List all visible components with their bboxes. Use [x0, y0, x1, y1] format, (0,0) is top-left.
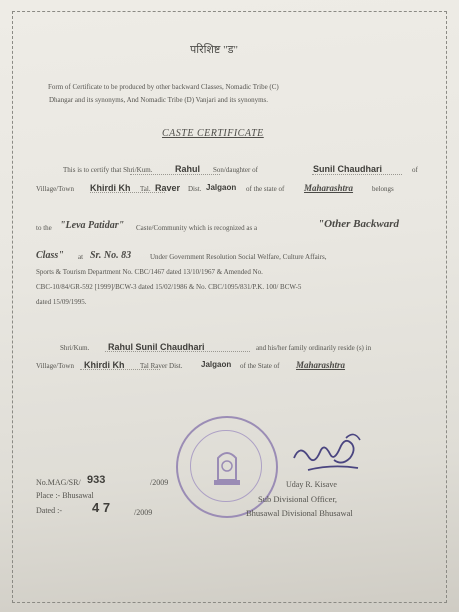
p1-to-the: to the	[36, 224, 52, 232]
outward-no-year: /2009	[150, 478, 169, 487]
state-name: Maharashtra	[304, 183, 354, 193]
p2-shri-label: Shri/Kum.	[60, 344, 90, 352]
p1-at: at	[78, 253, 84, 261]
resident-name: Rahul Sunil Chaudhari	[108, 342, 205, 352]
p2-village-label: Village/Town	[36, 362, 74, 370]
p1-tal-label: Tal.	[140, 185, 151, 193]
signature-icon	[288, 424, 368, 480]
outward-no-value: 933	[87, 474, 106, 486]
outward-no-label: No.MAG/SR/	[36, 478, 81, 487]
p2-state-name: Maharashtra	[296, 360, 346, 370]
district-name: Jalgaon	[206, 183, 237, 192]
certificate-title: CASTE CERTIFICATE	[162, 128, 264, 139]
place-line: Place :- Bhusawal	[36, 491, 94, 500]
intro-line-1: Form of Certificate to be produced by other backward Classes, Nomadic Tribe (C)	[48, 83, 279, 91]
p2-reside-text: and his/her family ordinarily reside (s) in	[256, 344, 372, 352]
intro-line-2: Dhangar and its synonyms, And Nomadic Tribe (D) Vanjari and its synonyms.	[49, 96, 268, 104]
officer-office: Bhusawal Divisional Bhusawal	[246, 508, 353, 518]
taluka-name: Raver	[155, 183, 181, 193]
date-year: /2009	[134, 508, 153, 517]
p1-belongs: belongs	[372, 185, 394, 193]
p1-state-label: of the state of	[246, 185, 285, 193]
p1-dist-label: Dist.	[188, 185, 202, 193]
date-value: 4 7	[92, 500, 111, 515]
serial-number: Sr. No. 83	[90, 250, 132, 261]
annexure-heading: परिशिष्ट "ड"	[190, 44, 238, 56]
category-name-cont: Class"	[36, 250, 64, 261]
p1-village-label: Village/Town	[36, 185, 74, 193]
caste-name: "Leva Patidar"	[60, 220, 125, 231]
p1-resolution-text: Under Government Resolution Social Welfare, Culture Affairs,	[150, 253, 327, 261]
p2-state-label: of the State of	[240, 362, 280, 370]
p1-department-text: Sports & Tourism Department No. CBC/1467 dated 13/10/1967 & Amended No.	[36, 268, 263, 276]
p2-village-name: Khirdi Kh	[84, 360, 125, 370]
p1-recognized-text: Caste/Community which is recognized as a	[136, 224, 258, 232]
p1-certify-text: This is to certify that Shri/Kum.	[63, 166, 153, 174]
village-name: Khirdi Kh	[90, 183, 131, 193]
p1-son-of: Son/daughter of	[213, 166, 258, 174]
officer-title: Sub Divisional Officer,	[258, 494, 338, 504]
category-name: "Other Backward	[318, 218, 399, 230]
p2-district-name: Jalgaon	[201, 360, 232, 369]
candidate-name: Rahul	[175, 164, 201, 174]
p1-dated-text: dated 15/09/1995.	[36, 298, 87, 306]
p1-amended-text: CBC-10/84/GR-592 [1999]/BCW-3 dated 15/02/1986 & No. CBC/1095/831/P.K. 100/ BCW-5	[36, 283, 302, 291]
date-label: Dated :-	[36, 506, 62, 515]
officer-name: Uday R. Kisave	[286, 480, 337, 489]
father-name: Sunil Chaudhari	[313, 164, 383, 174]
p2-tal-dist-label: Tal Raver Dist.	[140, 362, 183, 370]
p1-of: of	[412, 166, 418, 174]
